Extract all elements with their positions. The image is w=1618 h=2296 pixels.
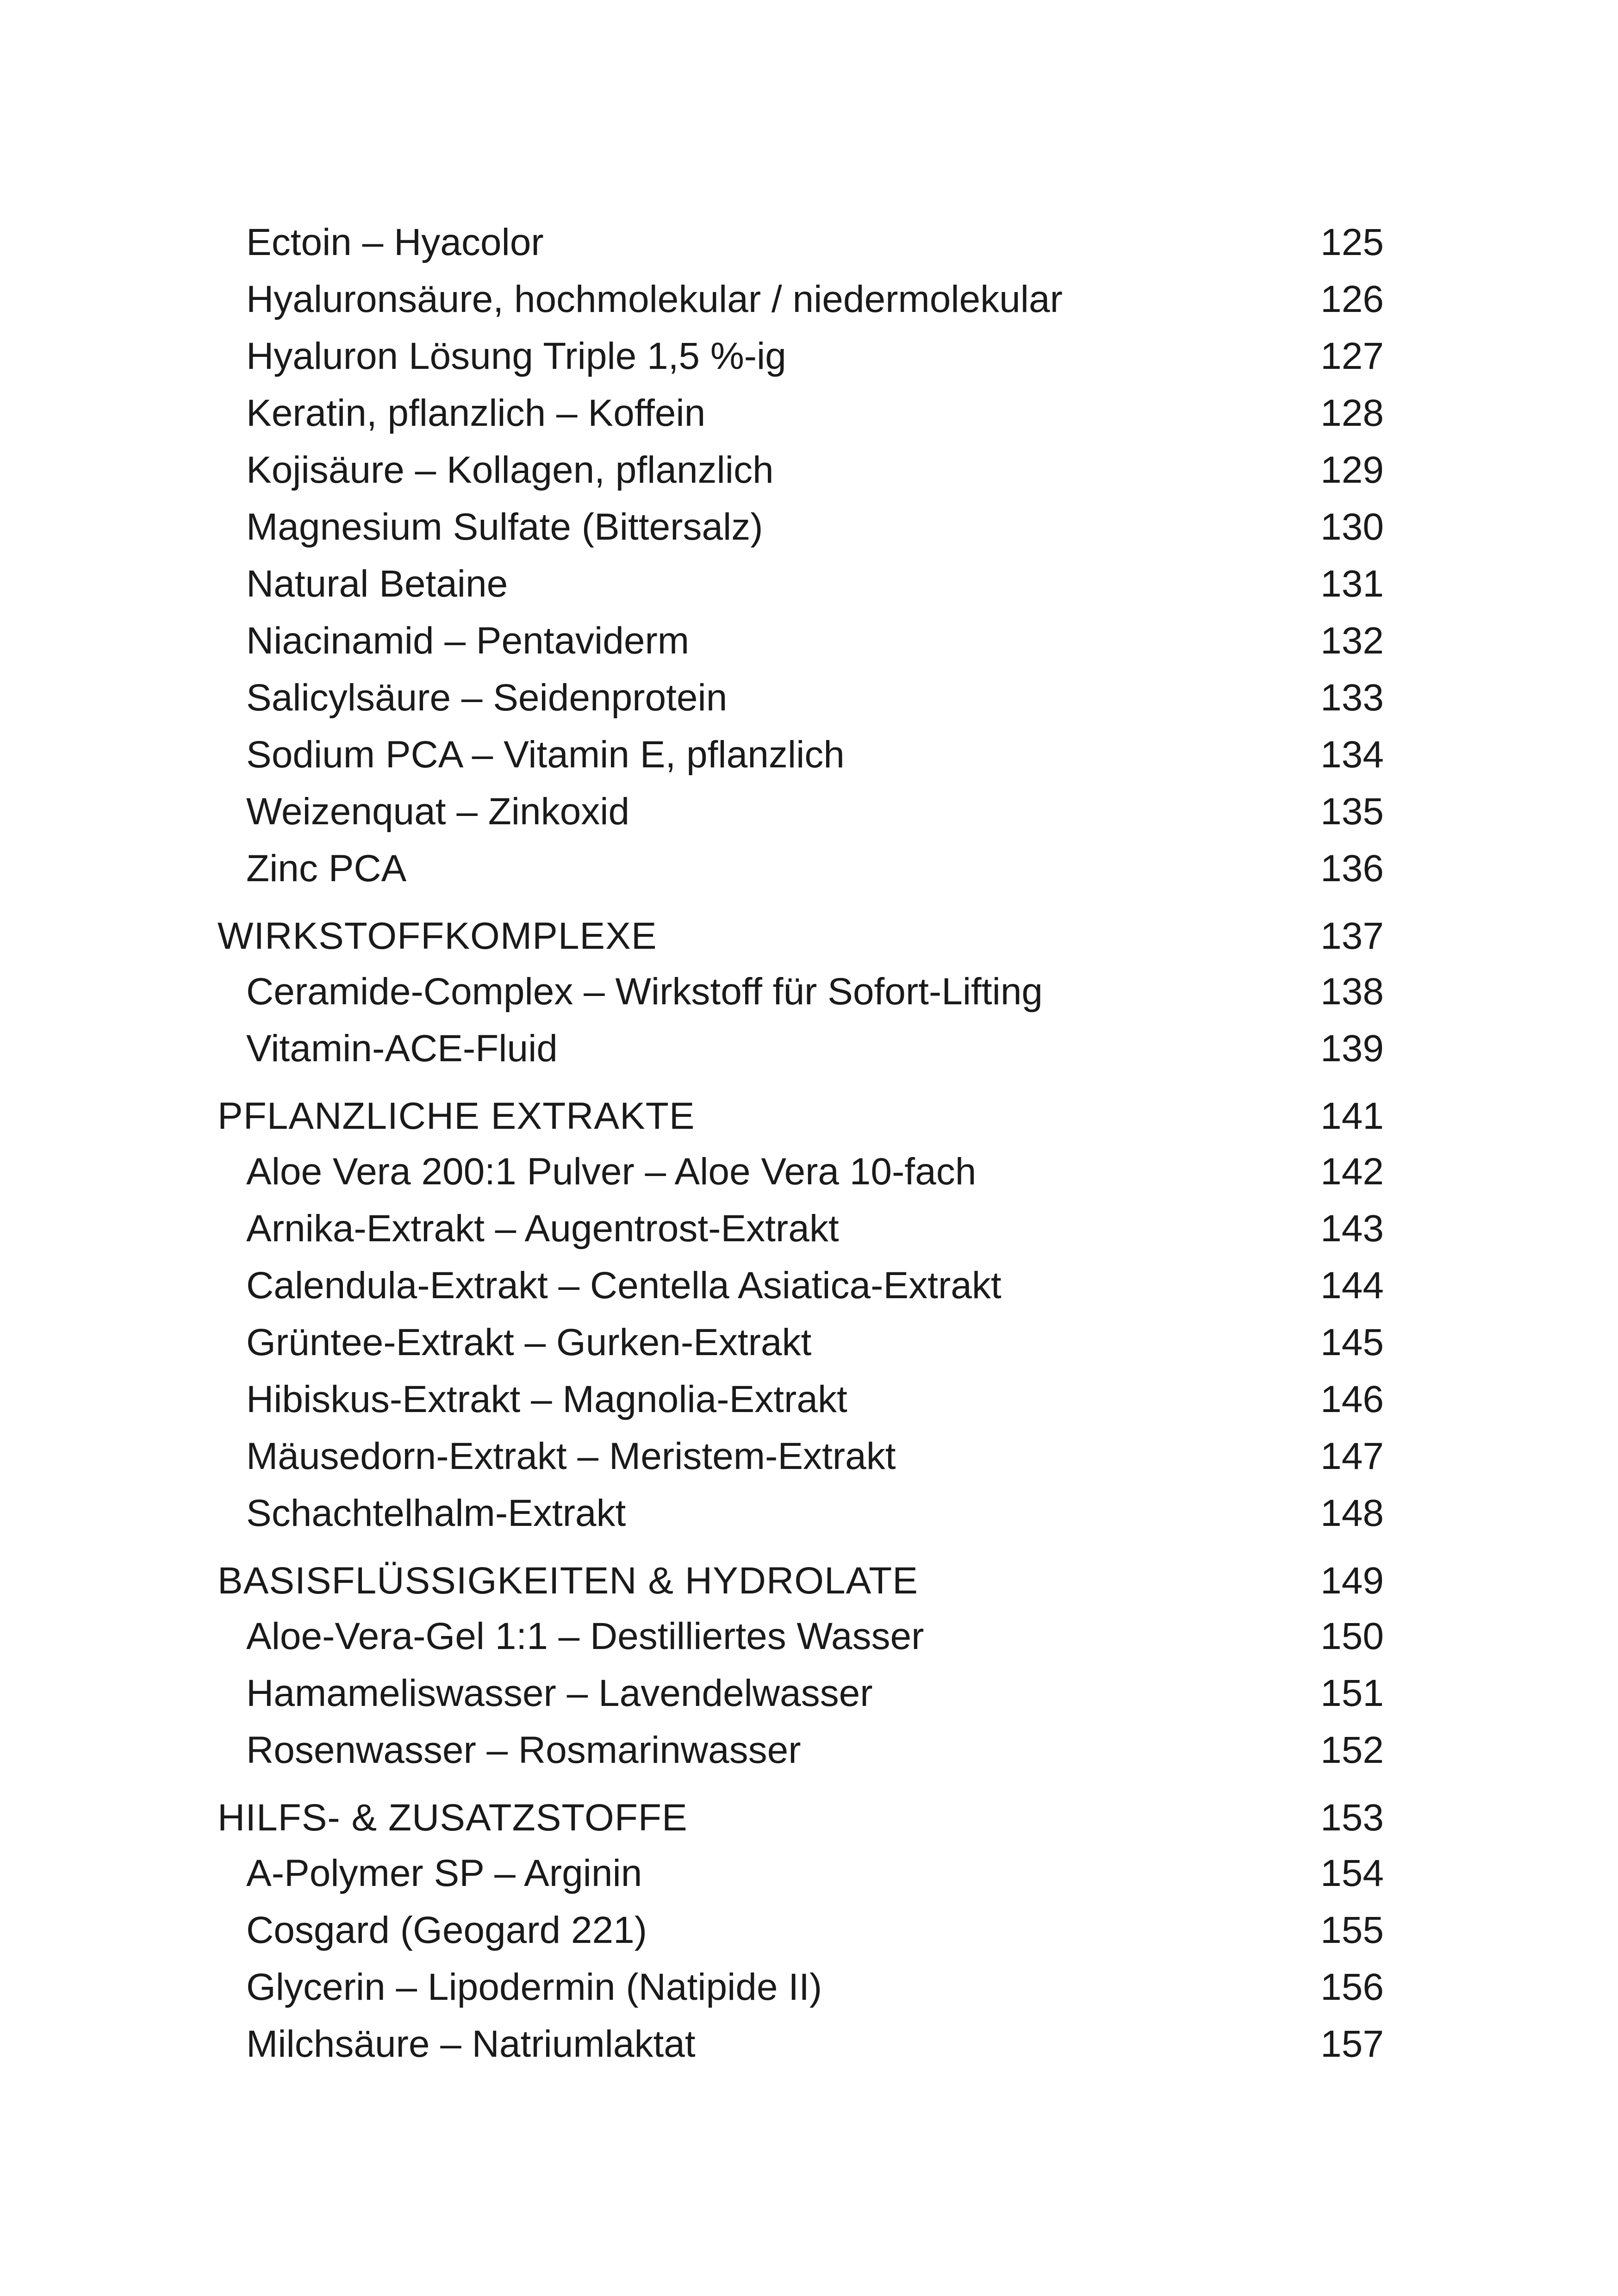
- entry-title: Hibiskus-Extrakt – Magnolia-Extrakt: [246, 1378, 847, 1420]
- page-number: 148: [1320, 1492, 1384, 1534]
- entry-title: Aloe Vera 200:1 Pulver – Aloe Vera 10-fach: [246, 1151, 977, 1193]
- toc-entry: [218, 1608, 1384, 1665]
- page-number: 131: [1320, 563, 1384, 605]
- page-number: 127: [1320, 335, 1384, 377]
- toc-entry: [218, 612, 1384, 669]
- toc-entry: [218, 963, 1384, 1020]
- toc-entry: [218, 1314, 1384, 1371]
- page-number: 149: [1320, 1560, 1384, 1602]
- toc-entry: [218, 442, 1384, 498]
- entry-title: Calendula-Extrakt – Centella Asiatica-Extrakt: [246, 1264, 1002, 1307]
- page-number: 129: [1320, 449, 1384, 491]
- entry-title: Mäusedorn-Extrakt – Meristem-Extrakt: [246, 1435, 896, 1477]
- entry-title: Magnesium Sulfate (Bittersalz): [246, 506, 763, 548]
- table-of-contents: [218, 214, 1384, 2072]
- page-number: 141: [1320, 1095, 1384, 1137]
- toc-entry: [218, 271, 1384, 328]
- page-number: 138: [1320, 971, 1384, 1013]
- entry-title: Hamameliswasser – Lavendelwasser: [246, 1672, 873, 1714]
- page-number: 132: [1320, 620, 1384, 662]
- toc-section-heading: [218, 1554, 1384, 1608]
- toc-entry: [218, 1902, 1384, 1959]
- page-number: 147: [1320, 1435, 1384, 1477]
- page-number: 151: [1320, 1672, 1384, 1714]
- page-number: 128: [1320, 392, 1384, 434]
- toc-entry: [218, 2016, 1384, 2072]
- page-number: 135: [1320, 790, 1384, 833]
- toc-entry: [218, 1257, 1384, 1314]
- entry-title: Vitamin-ACE-Fluid: [246, 1027, 558, 1070]
- entry-title: Salicylsäure – Seidenprotein: [246, 677, 728, 719]
- page-number: 125: [1320, 221, 1384, 263]
- entry-title: Grüntee-Extrakt – Gurken-Extrakt: [246, 1321, 812, 1363]
- entry-title: Natural Betaine: [246, 563, 508, 605]
- toc-entry: [218, 1428, 1384, 1485]
- toc-entry: [218, 1143, 1384, 1200]
- entry-title: Cosgard (Geogard 221): [246, 1909, 647, 1951]
- toc-entry: [218, 555, 1384, 612]
- toc-entry: [218, 328, 1384, 385]
- toc-section-heading: [218, 909, 1384, 963]
- page-number: 142: [1320, 1151, 1384, 1193]
- page-number: 152: [1320, 1729, 1384, 1771]
- entry-title: Keratin, pflanzlich – Koffein: [246, 392, 706, 434]
- page-number: 157: [1320, 2023, 1384, 2065]
- entry-title: Niacinamid – Pentaviderm: [246, 620, 690, 662]
- entry-title: Milchsäure – Natriumlaktat: [246, 2023, 696, 2065]
- page-number: 143: [1320, 1207, 1384, 1250]
- entry-title: Hyaluronsäure, hochmolekular / niedermolekular: [246, 278, 1063, 320]
- toc-section-heading: [218, 1791, 1384, 1845]
- page-number: 126: [1320, 278, 1384, 320]
- toc-entry: [218, 214, 1384, 271]
- toc-entry: [218, 1020, 1384, 1077]
- page-number: 134: [1320, 734, 1384, 776]
- section-title: BASISFLÜSSIGKEITEN & HYDROLATE: [218, 1560, 918, 1602]
- page-number: 137: [1320, 915, 1384, 957]
- entry-title: Hyaluron Lösung Triple 1,5 %-ig: [246, 335, 786, 377]
- toc-entry: [218, 1665, 1384, 1722]
- toc-entry: [218, 1371, 1384, 1428]
- page-number: 146: [1320, 1378, 1384, 1420]
- page-number: 136: [1320, 847, 1384, 890]
- entry-title: Schachtelhalm-Extrakt: [246, 1492, 626, 1534]
- page-number: 133: [1320, 677, 1384, 719]
- toc-section-heading: [218, 1089, 1384, 1143]
- page-number: 130: [1320, 506, 1384, 548]
- page-number: 145: [1320, 1321, 1384, 1363]
- section-title: PFLANZLICHE EXTRAKTE: [218, 1095, 695, 1137]
- page-number: 139: [1320, 1027, 1384, 1070]
- entry-title: A-Polymer SP – Arginin: [246, 1852, 642, 1894]
- page-number: 153: [1320, 1797, 1384, 1839]
- page-number: 144: [1320, 1264, 1384, 1307]
- section-title: HILFS- & ZUSATZSTOFFE: [218, 1797, 688, 1839]
- entry-title: Zinc PCA: [246, 847, 407, 890]
- toc-entry: [218, 783, 1384, 840]
- entry-title: Weizenquat – Zinkoxid: [246, 790, 630, 833]
- toc-entry: [218, 726, 1384, 783]
- toc-entry: [218, 840, 1384, 897]
- page-number: 150: [1320, 1615, 1384, 1657]
- entry-title: Glycerin – Lipodermin (Natipide II): [246, 1966, 822, 2008]
- toc-entry: [218, 669, 1384, 726]
- toc-entry: [218, 1485, 1384, 1542]
- entry-title: Arnika-Extrakt – Augentrost-Extrakt: [246, 1207, 839, 1250]
- entry-title: Aloe-Vera-Gel 1:1 – Destilliertes Wasser: [246, 1615, 924, 1657]
- toc-entry: [218, 1200, 1384, 1257]
- toc-entry: [218, 498, 1384, 555]
- toc-entry: [218, 1845, 1384, 1902]
- entry-title: Kojisäure – Kollagen, pflanzlich: [246, 449, 774, 491]
- page-number: 155: [1320, 1909, 1384, 1951]
- toc-entry: [218, 385, 1384, 442]
- section-title: WIRKSTOFFKOMPLEXE: [218, 915, 657, 957]
- page-number: 156: [1320, 1966, 1384, 2008]
- entry-title: Ceramide-Complex – Wirkstoff für Sofort-Lifting: [246, 971, 1043, 1013]
- toc-entry: [218, 1959, 1384, 2016]
- entry-title: Sodium PCA – Vitamin E, pflanzlich: [246, 734, 845, 776]
- page-number: 154: [1320, 1852, 1384, 1894]
- toc-entry: [218, 1722, 1384, 1779]
- entry-title: Ectoin – Hyacolor: [246, 221, 544, 263]
- entry-title: Rosenwasser – Rosmarinwasser: [246, 1729, 801, 1771]
